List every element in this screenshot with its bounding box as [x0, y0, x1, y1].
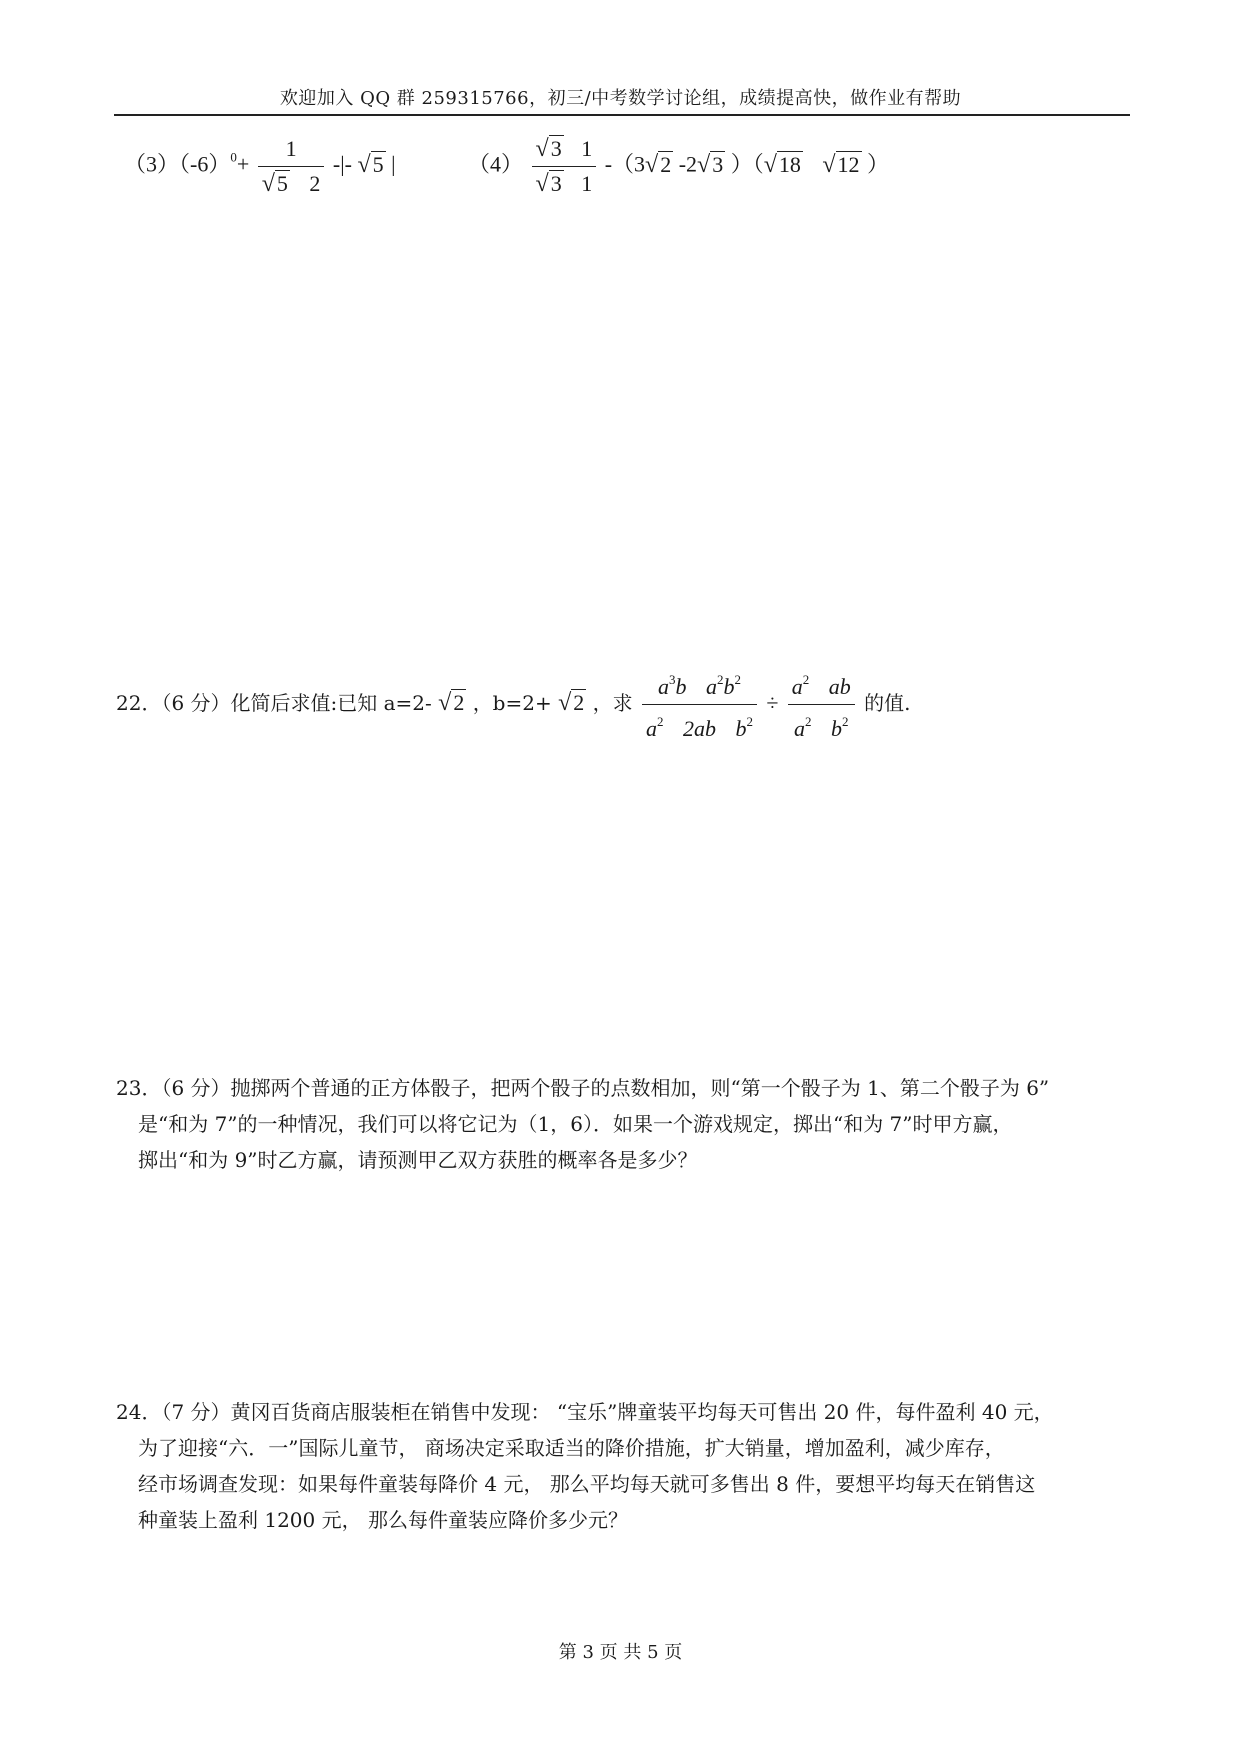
- sqrt-symbol: √12: [822, 151, 860, 178]
- problem-22: [116, 665, 911, 744]
- sqrt-symbol: √2: [645, 151, 672, 178]
- sqrt-symbol: √18: [763, 151, 801, 178]
- problem-21-3: [124, 134, 396, 199]
- q22-f2-num: $a^2$ ab: [788, 665, 855, 705]
- q24-line-1: 24．（7 分）黄冈百货商店服装柜在销售中发现： “宝乐”牌童装平均每天可售出 20 件，每件盈利 40 元，: [116, 1400, 1054, 1424]
- p3-plus: +: [236, 151, 250, 177]
- p4-mid-c: ）（: [730, 151, 764, 177]
- q23-line-3: 掷出“和为 9”时乙方赢，请预测甲乙双方获胜的概率各是多少？: [138, 1148, 698, 1172]
- p4-frac-num: √3 1: [532, 134, 597, 167]
- q22-fraction-2: [788, 665, 855, 744]
- page-header: 欢迎加入 QQ 群 259315766，初三/中考数学讨论组，成绩提高快，做作业有帮助: [279, 88, 962, 109]
- problem-24: [116, 1394, 1054, 1538]
- q22-fraction-1: [642, 665, 757, 744]
- page-footer: 第 3 页 共 5 页: [558, 1642, 683, 1663]
- q24-line-2: 为了迎接“六．一”国际儿童节， 商场决定采取适当的降价措施，扩大销量，增加盈利，减少库存，: [138, 1436, 1005, 1460]
- header-rule: [114, 114, 1130, 116]
- p4-frac-den: √3 1: [535, 171, 593, 197]
- q22-f1-den: $a^2$ 2ab $b^2$: [645, 714, 753, 741]
- sqrt-symbol: √2: [558, 690, 585, 716]
- problem-23: [116, 1070, 1049, 1178]
- q24-line-4: 种童装上盈利 1200 元， 那么每件童装应降价多少元？: [138, 1508, 628, 1532]
- p3-frac-den: √5 2: [261, 171, 321, 197]
- sqrt-symbol: √3: [697, 151, 724, 178]
- problem-21-4: [468, 134, 889, 199]
- sqrt-symbol: √5: [261, 171, 288, 197]
- q22-end: 的值.: [864, 691, 911, 715]
- q22-f1-num: $a^3b$ $a^2b^2$: [642, 665, 757, 705]
- q22-divide: ÷: [766, 690, 779, 715]
- sqrt-symbol: √2: [438, 690, 465, 716]
- p4-mid-a: -（3: [604, 151, 646, 177]
- sqrt-symbol: √3: [535, 136, 562, 162]
- p3-tail-b: |: [391, 151, 396, 177]
- p4-fraction: [532, 134, 597, 199]
- p3-tail-a: -|-: [332, 151, 352, 177]
- q22-ask: ，求: [592, 691, 633, 715]
- q23-line-2: 是“和为 7”的一种情况，我们可以将它记为（1，6）．如果一个游戏规定，掷出“和为 7”时甲方赢，: [138, 1112, 1013, 1136]
- p4-mid-b: -2: [678, 151, 698, 177]
- p4-label: （4）: [468, 151, 524, 177]
- q22-lead: 22．（6 分）化简后求值:已知 a=2-: [116, 691, 432, 715]
- q23-line-1: 23．（6 分）抛掷两个普通的正方体骰子，把两个骰子的点数相加，则“第一个骰子为 1、第二个骰子为 6”: [116, 1076, 1050, 1100]
- q22-f2-den: $a^2$ $b^2$: [794, 714, 849, 741]
- q24-line-3: 经市场调查发现：如果每件童装每降价 4 元， 那么平均每天就可多售出 8 件，要想平均每天在销售这: [138, 1472, 1036, 1496]
- p4-end: ）: [867, 151, 890, 177]
- sqrt-symbol: √5: [357, 151, 384, 178]
- p3-exponent: 0: [230, 149, 237, 165]
- p3-frac-num: 1: [258, 134, 325, 167]
- p3-label: （3）（-6）: [124, 151, 231, 177]
- q22-mid: ，b=2+: [472, 691, 552, 715]
- sqrt-symbol: √3: [535, 171, 562, 197]
- p3-fraction: [258, 134, 325, 199]
